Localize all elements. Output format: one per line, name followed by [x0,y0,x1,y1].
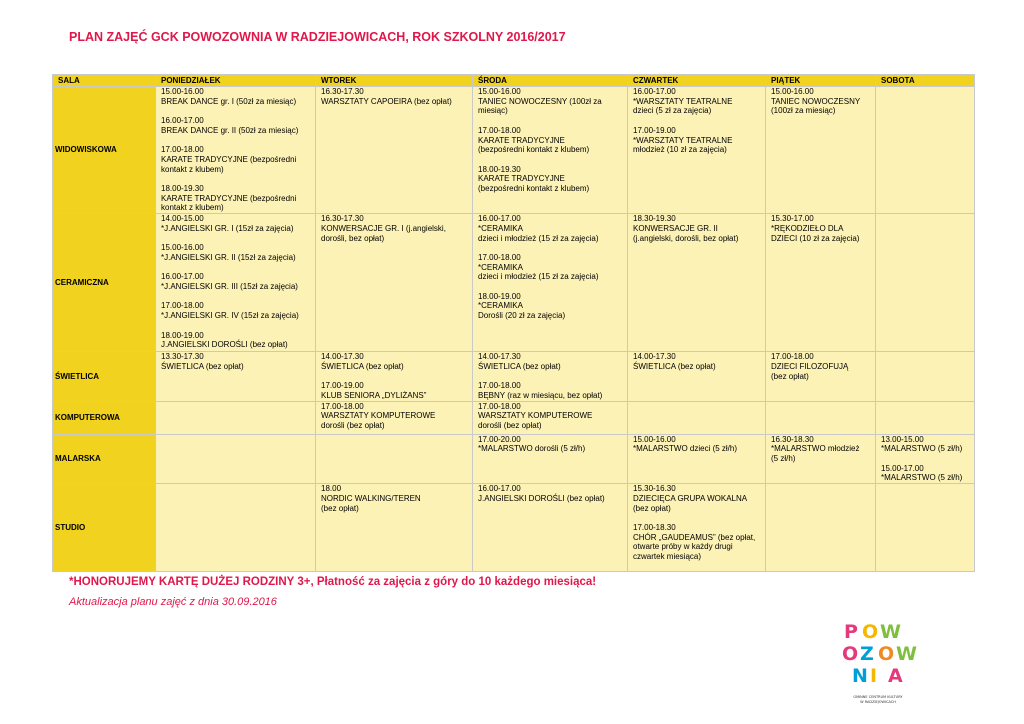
schedule-cell [766,401,876,434]
schedule-cell: 16.00-17.00 J.ANGIELSKI DOROŚLI (bez opłat) [473,484,628,572]
header-sala: SALA [53,75,156,87]
header-monday: PONIEDZIAŁEK [156,75,316,87]
schedule-cell [156,484,316,572]
schedule-cell: 14.00-17.30 ŚWIETLICA (bez opłat) [628,352,766,402]
schedule-cell: 17.00-18.00 DZIECI FILOZOFUJĄ (bez opłat) [766,352,876,402]
schedule-cell: 14.00-17.30 ŚWIETLICA (bez opłat) 17.00-19.00 KLUB SENIORA „DYLIŻANS” [316,352,473,402]
table-row [53,352,975,402]
schedule-cell: 14.00-15.00 *J.ANGIELSKI GR. I (15zł za zajęcia) 15.00-16.00 *J.ANGIELSKI GR. II (15zł za zajęcia) 16.00-17.00 *J.ANGIELSKI GR. III (15zł za zajęcia) 17.00-18.00 *J.ANGIELSKI GR. IV (15zł za zajęcia) 18.00-19.00 J.ANGIELSKI DOROŚLI (bez opłat) [156,214,316,352]
schedule-cell: 15.00-16.00 TANIEC NOWOCZESNY (100zł za miesiąc) 17.00-18.00 KARATE TRADYCYJNE (bezpośredni kontakt z klubem) 18.00-19.30 KARATE TRADYCYJNE (bezpośredni kontakt z klubem) [473,87,628,214]
schedule-cell: 17.00-18.00 WARSZTATY KOMPUTEROWE dorośli (bez opłat) [316,401,473,434]
schedule-cell [876,87,975,214]
room-label: ŚWIETLICA [53,352,156,402]
table-row [53,484,975,572]
header-tuesday: WTOREK [316,75,473,87]
schedule-cell: 16.30-17.30 KONWERSACJE GR. I (j.angielski, dorośli, bez opłat) [316,214,473,352]
logo-letter: Z [860,643,874,665]
schedule-table [52,74,975,572]
logo-letter: A [888,665,903,687]
schedule-cell [156,401,316,434]
room-label: MALARSKA [53,434,156,484]
schedule-cell: 16.00-17.00 *WARSZTATY TEATRALNE dzieci (5 zł za zajęcia) 17.00-19.00 *WARSZTATY TEATRALNE młodzież (10 zł za zajęcia) [628,87,766,214]
logo-letter: W [896,643,917,665]
room-label: CERAMICZNA [53,214,156,352]
header-wednesday: ŚRODA [473,75,628,87]
schedule-cell [876,484,975,572]
table-row [53,401,975,434]
schedule-cell: 16.00-17.00 *CERAMIKA dzieci i młodzież (15 zł za zajęcia) 17.00-18.00 *CERAMIKA dzieci i młodzież (15 zł za zajęcia) 18.00-19.00 *CERAMIKA Dorośli (20 zł za zajęcia) [473,214,628,352]
schedule-cell: 15.00-16.00 *MALARSTWO dzieci (5 zł/h) [628,434,766,484]
schedule-cell: 17.00-20.00 *MALARSTWO dorośli (5 zł/h) [473,434,628,484]
schedule-cell: 17.00-18.00 WARSZTATY KOMPUTEROWE dorośli (bez opłat) [473,401,628,434]
schedule-cell [628,401,766,434]
header-thursday: CZWARTEK [628,75,766,87]
header-friday: PIĄTEK [766,75,876,87]
schedule-cell: 14.00-17.30 ŚWIETLICA (bez opłat) 17.00-18.00 BĘBNY (raz w miesiącu, bez opłat) [473,352,628,402]
update-note: Aktualizacja planu zajęć z dnia 30.09.2016 [69,596,277,608]
page-title: PLAN ZAJĘĆ GCK POWOZOWNIA W RADZIEJOWICACH, ROK SZKOLNY 2016/2017 [69,30,566,44]
schedule-cell [156,434,316,484]
logo-letter: W [880,621,901,643]
schedule-cell: 15.00-16.00 TANIEC NOWOCZESNY (100zł za miesiąc) [766,87,876,214]
schedule-cell [876,401,975,434]
schedule-cell [766,484,876,572]
schedule-cell: 15.30-17.00 *RĘKODZIEŁO DLA DZIECI (10 zł za zajęcia) [766,214,876,352]
room-label: STUDIO [53,484,156,572]
header-row [53,75,975,87]
schedule-cell: 18.30-19.30 KONWERSACJE GR. II (j.angielski, dorośli, bez opłat) [628,214,766,352]
schedule-cell [876,214,975,352]
schedule-cell [876,352,975,402]
logo-letter: N [852,665,868,687]
room-label: WIDOWISKOWA [53,87,156,214]
discount-note: *HONORUJEMY KARTĘ DUŻEJ RODZINY 3+, Płatność za zajęcia z góry do 10 każdego miesiąca! [69,576,597,588]
schedule-cell [316,434,473,484]
logo-letter: P [844,621,858,643]
header-saturday: SOBOTA [876,75,975,87]
schedule-cell: 13.30-17.30 ŚWIETLICA (bez opłat) [156,352,316,402]
logo-letter: O [862,621,879,643]
schedule-cell: 16.30-18.30 *MALARSTWO młodzież (5 zł/h) [766,434,876,484]
table-row [53,434,975,484]
schedule-cell: 13.00-15.00 *MALARSTWO (5 zł/h) 15.00-17.00 *MALARSTWO (5 zł/h) [876,434,975,484]
schedule-cell: 16.30-17.30 WARSZTATY CAPOEIRA (bez opłat) [316,87,473,214]
logo-letter: O [878,643,895,665]
table-row [53,214,975,352]
table-row [53,87,975,214]
logo-letter: I [870,665,878,687]
schedule-cell: 15.00-16.00 BREAK DANCE gr. I (50zł za miesiąc) 16.00-17.00 BREAK DANCE gr. II (50zł za miesiąc) 17.00-18.00 KARATE TRADYCYJNE (bezpośredni kontakt z klubem) 18.00-19.30 KARATE TRADYCYJNE (bezpośredni kontakt z klubem) [156,87,316,214]
logo-caption-1: GMINNE CENTRUM KULTURY [853,695,903,699]
schedule-cell: 15.30-16.30 DZIECIĘCA GRUPA WOKALNA (bez opłat) 17.00-18.30 CHÓR „GAUDEAMUS” (bez opłat, otwarte próby w każdy drugi czwartek miesiąca) [628,484,766,572]
schedule-cell: 18.00 NORDIC WALKING/TEREN (bez opłat) [316,484,473,572]
logo-caption-2: W RADZIEJOWICACH [860,700,896,704]
logo-letter: O [842,643,859,665]
powozownia-logo [838,614,918,706]
room-label: KOMPUTEROWA [53,401,156,434]
